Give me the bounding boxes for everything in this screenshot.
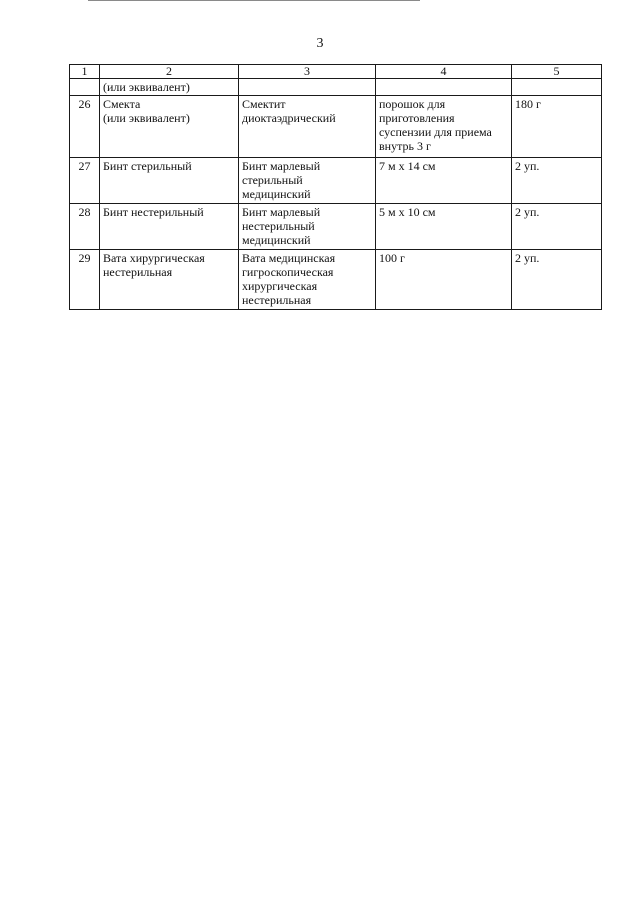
cell-description: Бинт марлевый нестерильный медицинский — [239, 204, 376, 250]
table-row — [70, 96, 602, 158]
cell-form: порошок для приготовления суспензии для приема внутрь 3 г — [376, 96, 512, 158]
cell-name: Бинт стерильный — [100, 158, 239, 204]
cell-form: 7 м х 14 см — [376, 158, 512, 204]
cell-name: Смекта (или эквивалент) — [100, 96, 239, 158]
cell-name: Бинт нестерильный — [100, 204, 239, 250]
cell-num: 29 — [70, 250, 100, 310]
column-header-3: 3 — [239, 65, 376, 79]
cell-quantity: 2 уп. — [512, 250, 602, 310]
continuation-row — [70, 79, 602, 96]
table-row — [70, 250, 602, 310]
cell-quantity: 180 г — [512, 96, 602, 158]
cell-name: Вата хирургическая нестерильная — [100, 250, 239, 310]
cell-num — [70, 79, 100, 96]
cell-description: Вата медицинская гигроскопическая хирургическая нестерильная — [239, 250, 376, 310]
cell-description: Смектит диоктаэдрический — [239, 96, 376, 158]
column-header-1: 1 — [70, 65, 100, 79]
column-header-4: 4 — [376, 65, 512, 79]
cell-num: 26 — [70, 96, 100, 158]
header-row — [70, 65, 602, 79]
cell-quantity: 2 уп. — [512, 158, 602, 204]
cell-form: 5 м х 10 см — [376, 204, 512, 250]
cell-quantity — [512, 79, 602, 96]
column-header-2: 2 — [100, 65, 239, 79]
cell-form — [376, 79, 512, 96]
cell-name: (или эквивалент) — [100, 79, 239, 96]
page-number: 3 — [316, 36, 324, 51]
column-header-5: 5 — [512, 65, 602, 79]
cell-num: 28 — [70, 204, 100, 250]
cell-description — [239, 79, 376, 96]
cell-form: 100 г — [376, 250, 512, 310]
items-table — [69, 64, 602, 310]
scan-top-edge — [88, 0, 420, 1]
cell-num: 27 — [70, 158, 100, 204]
cell-description: Бинт марлевый стерильный медицинский — [239, 158, 376, 204]
table-row — [70, 158, 602, 204]
table-row — [70, 204, 602, 250]
cell-quantity: 2 уп. — [512, 204, 602, 250]
